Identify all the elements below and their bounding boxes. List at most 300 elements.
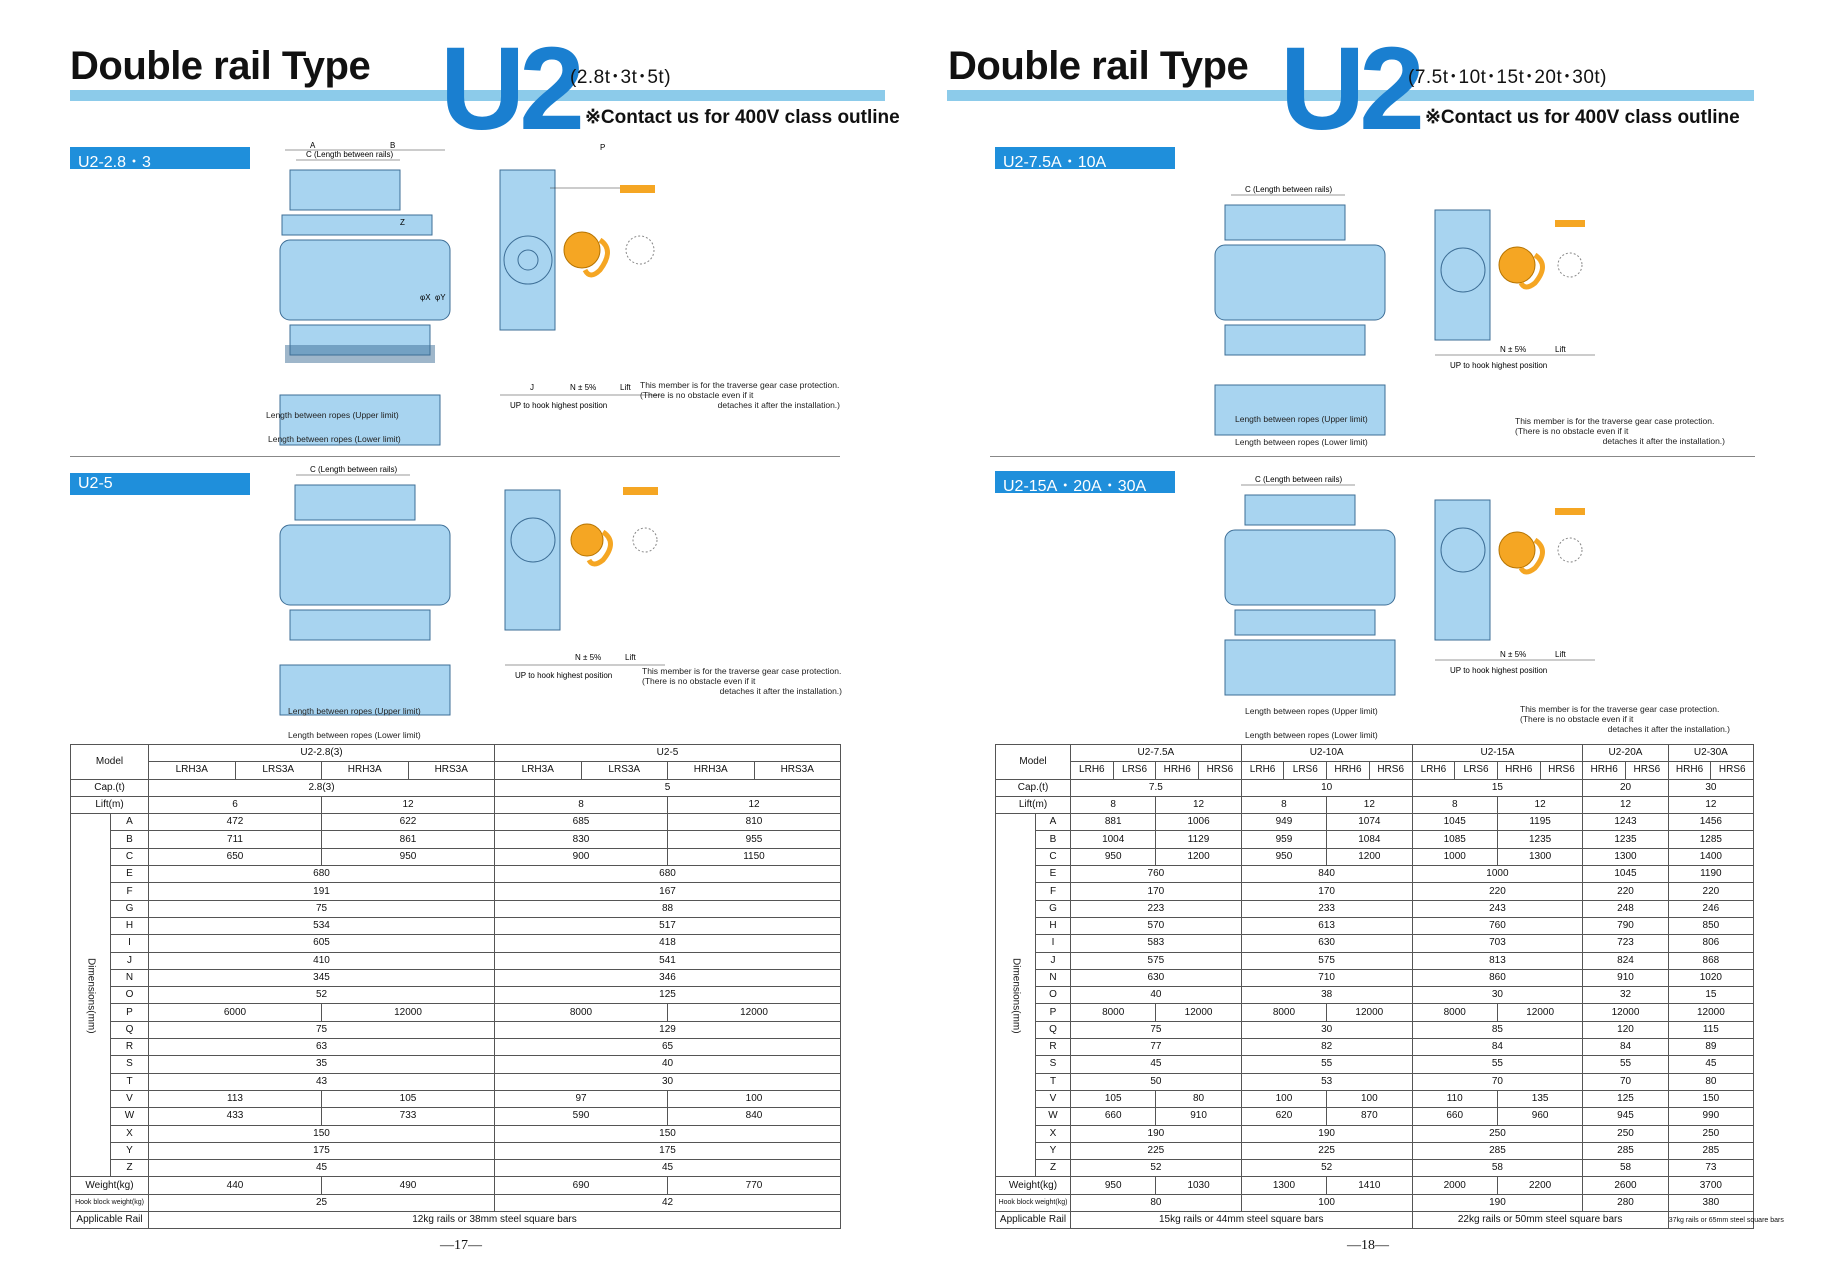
table-cell: U2-10A — [1241, 745, 1412, 762]
table-row — [71, 1004, 841, 1021]
table-cell: 15 — [1668, 987, 1753, 1004]
page-title: Double rail Type — [948, 44, 1249, 88]
table-row — [996, 1004, 1754, 1021]
table-cell: 1020 — [1668, 969, 1753, 986]
table-cell: 55 — [1412, 1056, 1583, 1073]
table-cell: 105 — [1071, 1090, 1156, 1107]
table-row — [996, 1021, 1754, 1038]
table-cell: 1150 — [668, 848, 841, 865]
table-row — [996, 1177, 1754, 1194]
table-cell: F — [111, 883, 149, 900]
table-cell: 248 — [1583, 900, 1668, 917]
table-cell: Y — [1036, 1142, 1071, 1159]
table-cell: Z — [1036, 1160, 1071, 1177]
table-cell: Q — [111, 1021, 149, 1038]
page-title: Double rail Type — [70, 44, 371, 88]
table-cell: 380 — [1668, 1194, 1753, 1211]
table-cell: 1084 — [1327, 831, 1412, 848]
table-row — [996, 952, 1754, 969]
table-row — [71, 1160, 841, 1177]
table-cell: 810 — [668, 814, 841, 831]
table-cell: 113 — [149, 1090, 322, 1107]
table-cell: 960 — [1497, 1108, 1582, 1125]
table-cell: 6000 — [149, 1004, 322, 1021]
table-row — [71, 1194, 841, 1211]
table-cell: 190 — [1071, 1125, 1242, 1142]
table-row — [71, 1142, 841, 1159]
table-cell: 80 — [1668, 1073, 1753, 1090]
table-cell: 860 — [1412, 969, 1583, 986]
table-cell: HRH3A — [668, 762, 755, 779]
table-cell: V — [1036, 1090, 1071, 1107]
table-cell: U2-30A — [1668, 745, 1753, 762]
table-cell: HRS3A — [408, 762, 495, 779]
table-cell: 243 — [1412, 900, 1583, 917]
table-cell: 620 — [1241, 1108, 1326, 1125]
table-cell: 175 — [495, 1142, 841, 1159]
table-cell: 6 — [149, 796, 322, 813]
svg-text:Lift: Lift — [620, 383, 631, 392]
table-cell: 65 — [495, 1039, 841, 1056]
table-cell: 870 — [1327, 1108, 1412, 1125]
table-cell: C — [1036, 848, 1071, 865]
page-number: —17— — [440, 1238, 482, 1253]
table-cell: J — [1036, 952, 1071, 969]
table-cell: X — [111, 1125, 149, 1142]
table-cell: 575 — [1071, 952, 1242, 969]
table-cell: N — [111, 969, 149, 986]
table-cell: 38 — [1241, 987, 1412, 1004]
table-cell: H — [111, 917, 149, 934]
table-row — [996, 779, 1754, 796]
spec-table-right — [995, 744, 1784, 1229]
table-cell: O — [111, 987, 149, 1004]
table-cell: LRH3A — [495, 762, 582, 779]
svg-text:A: A — [310, 141, 316, 150]
table-row — [996, 969, 1754, 986]
table-cell: J — [111, 952, 149, 969]
table-row — [996, 1212, 1754, 1229]
table-row — [71, 814, 841, 831]
table-cell: N — [1036, 969, 1071, 986]
model-series: U2 — [440, 23, 579, 155]
table-cell: Dimensions(mm) — [71, 814, 111, 1177]
table-row — [996, 1160, 1754, 1177]
model-series: U2 — [1280, 23, 1419, 155]
table-cell: 45 — [1668, 1056, 1753, 1073]
table-cell: 150 — [495, 1125, 841, 1142]
table-row — [71, 1177, 841, 1194]
table-cell: Applicable Rail — [996, 1212, 1071, 1229]
table-cell: 1456 — [1668, 814, 1753, 831]
table-cell: 150 — [149, 1125, 495, 1142]
table-cell: 575 — [1241, 952, 1412, 969]
table-cell: 15kg rails or 44mm steel square bars — [1071, 1212, 1413, 1229]
table-cell: Hook block weight(kg) — [71, 1194, 149, 1211]
table-cell: 2.8(3) — [149, 779, 495, 796]
table-row — [996, 1056, 1754, 1073]
table-cell: 1300 — [1497, 848, 1582, 865]
table-cell: 760 — [1071, 866, 1242, 883]
table-cell: 250 — [1412, 1125, 1583, 1142]
divider — [70, 456, 840, 457]
table-cell: 84 — [1412, 1039, 1583, 1056]
table-cell: 55 — [1583, 1056, 1668, 1073]
table-cell: 605 — [149, 935, 495, 952]
table-cell: 410 — [149, 952, 495, 969]
table-cell: 12 — [1583, 796, 1668, 813]
table-cell: 613 — [1241, 917, 1412, 934]
table-row — [71, 1090, 841, 1107]
table-cell: HRH3A — [322, 762, 409, 779]
table-cell: 75 — [149, 1021, 495, 1038]
table-cell: I — [111, 935, 149, 952]
table-cell: HRS3A — [754, 762, 841, 779]
table-cell: 440 — [149, 1177, 322, 1194]
table-cell: R — [111, 1039, 149, 1056]
table-cell: 5 — [495, 779, 841, 796]
table-cell: 1200 — [1327, 848, 1412, 865]
table-cell: S — [111, 1056, 149, 1073]
table-row — [996, 796, 1754, 813]
table-cell: 170 — [1241, 883, 1412, 900]
table-cell: 58 — [1412, 1160, 1583, 1177]
table-row — [996, 866, 1754, 883]
table-cell: 650 — [149, 848, 322, 865]
table-cell: 710 — [1241, 969, 1412, 986]
table-cell: B — [111, 831, 149, 848]
table-cell: 840 — [668, 1108, 841, 1125]
table-cell: 285 — [1583, 1142, 1668, 1159]
member-note: This member is for the traverse gear case protection. (There is no obstacle even if it detaches it after the installation.) — [1515, 416, 1725, 446]
table-cell: 220 — [1583, 883, 1668, 900]
table-cell: 80 — [1156, 1090, 1241, 1107]
table-cell: 1004 — [1071, 831, 1156, 848]
table-cell: LRH6 — [1241, 762, 1284, 779]
table-cell: 8000 — [1241, 1004, 1326, 1021]
table-row — [71, 831, 841, 848]
table-cell: 840 — [1241, 866, 1412, 883]
table-cell: U2-5 — [495, 745, 841, 762]
table-cell: LRH6 — [1412, 762, 1455, 779]
table-cell: 346 — [495, 969, 841, 986]
svg-text:Lift: Lift — [625, 653, 636, 662]
table-row — [71, 987, 841, 1004]
table-cell: 1000 — [1412, 866, 1583, 883]
table-cell: 8 — [1071, 796, 1156, 813]
hoist-top-view-diagram — [270, 140, 450, 450]
table-cell: 990 — [1668, 1108, 1753, 1125]
rope-lower-label: Length between ropes (Lower limit) — [268, 434, 401, 444]
table-cell: 1045 — [1583, 866, 1668, 883]
table-cell: HRS6 — [1711, 762, 1754, 779]
table-cell: 225 — [1071, 1142, 1242, 1159]
table-cell: 58 — [1583, 1160, 1668, 1177]
table-cell: 12 — [1497, 796, 1582, 813]
table-cell: 12 — [1327, 796, 1412, 813]
member-note: This member is for the traverse gear case protection. (There is no obstacle even if it detaches it after the installation.) — [1520, 704, 1730, 734]
table-cell: 2000 — [1412, 1177, 1497, 1194]
table-cell: C — [111, 848, 149, 865]
table-cell: 8000 — [1412, 1004, 1497, 1021]
svg-text:UP to hook highest position: UP to hook highest position — [1450, 361, 1548, 370]
table-row — [71, 1073, 841, 1090]
table-cell: 1085 — [1412, 831, 1497, 848]
table-cell: 680 — [495, 866, 841, 883]
table-cell: LRS6 — [1113, 762, 1156, 779]
table-cell: O — [1036, 987, 1071, 1004]
table-cell: HRS6 — [1369, 762, 1412, 779]
table-cell: 433 — [149, 1108, 322, 1125]
table-cell: 55 — [1241, 1056, 1412, 1073]
table-cell: 1190 — [1668, 866, 1753, 883]
table-cell: 220 — [1668, 883, 1753, 900]
table-cell: 1000 — [1412, 848, 1497, 865]
page-18 — [915, 0, 1830, 1280]
table-cell: 1129 — [1156, 831, 1241, 848]
table-cell: 12000 — [1583, 1004, 1668, 1021]
table-cell: 129 — [495, 1021, 841, 1038]
svg-text:N ± 5%: N ± 5% — [575, 653, 602, 662]
table-cell: 30 — [1668, 779, 1753, 796]
table-cell: W — [1036, 1108, 1071, 1125]
table-cell: 63 — [149, 1039, 495, 1056]
rope-upper-label: Length between ropes (Upper limit) — [1235, 414, 1368, 424]
table-cell: 2200 — [1497, 1177, 1582, 1194]
table-cell: S — [1036, 1056, 1071, 1073]
table-row — [996, 1194, 1754, 1211]
table-cell: LRS6 — [1284, 762, 1327, 779]
table-row — [996, 883, 1754, 900]
table-cell: 1006 — [1156, 814, 1241, 831]
table-row — [71, 883, 841, 900]
table-cell: 37kg rails or 65mm steel square bars — [1668, 1212, 1753, 1229]
page-17 — [0, 0, 915, 1280]
table-cell: U2-20A — [1583, 745, 1668, 762]
table-cell: Z — [111, 1160, 149, 1177]
table-cell: 100 — [1241, 1090, 1326, 1107]
table-cell: X — [1036, 1125, 1071, 1142]
hoist-side-view-diagram — [1425, 180, 1615, 380]
table-row — [996, 1073, 1754, 1090]
table-cell: 8 — [1412, 796, 1497, 813]
table-cell: 583 — [1071, 935, 1242, 952]
table-cell: Model — [71, 745, 149, 780]
table-row — [71, 762, 841, 779]
table-cell: LRH3A — [149, 762, 236, 779]
table-cell: 30 — [495, 1073, 841, 1090]
table-cell: 949 — [1241, 814, 1326, 831]
table-cell: 190 — [1412, 1194, 1583, 1211]
table-cell: 233 — [1241, 900, 1412, 917]
table-cell: 1030 — [1156, 1177, 1241, 1194]
table-cell: G — [111, 900, 149, 917]
table-cell: Dimensions(mm) — [996, 814, 1036, 1177]
section-label: U2-2.8・3 — [70, 147, 250, 169]
table-cell: 50 — [1071, 1073, 1242, 1090]
table-cell: 125 — [1583, 1090, 1668, 1107]
table-cell: 280 — [1583, 1194, 1668, 1211]
table-cell: 190 — [1241, 1125, 1412, 1142]
table-cell: 246 — [1668, 900, 1753, 917]
table-cell: 35 — [149, 1056, 495, 1073]
table-cell: 1074 — [1327, 814, 1412, 831]
table-cell: I — [1036, 935, 1071, 952]
table-cell: 175 — [149, 1142, 495, 1159]
divider — [990, 456, 1755, 457]
svg-text:UP to hook highest position: UP to hook highest position — [1450, 666, 1548, 675]
table-cell: 73 — [1668, 1160, 1753, 1177]
table-cell: 2600 — [1583, 1177, 1668, 1194]
hoist-top-view-diagram — [1215, 470, 1395, 700]
table-cell: 910 — [1583, 969, 1668, 986]
svg-text:C (Length between rails): C (Length between rails) — [310, 465, 398, 474]
table-cell: 15 — [1412, 779, 1583, 796]
svg-text:UP to hook highest position: UP to hook highest position — [515, 671, 613, 680]
table-cell: 12000 — [668, 1004, 841, 1021]
table-cell: 12 — [668, 796, 841, 813]
table-cell: 472 — [149, 814, 322, 831]
table-cell: 1045 — [1412, 814, 1497, 831]
rope-lower-label: Length between ropes (Lower limit) — [1235, 437, 1368, 447]
table-cell: Cap.(t) — [71, 779, 149, 796]
table-cell: 517 — [495, 917, 841, 934]
table-row — [71, 935, 841, 952]
svg-text:Z: Z — [400, 218, 405, 227]
table-cell: Lift(m) — [71, 796, 149, 813]
table-row — [996, 935, 1754, 952]
table-cell: HRS6 — [1626, 762, 1669, 779]
member-note: This member is for the traverse gear case protection. (There is no obstacle even if it detaches it after the installation.) — [642, 666, 842, 696]
table-cell: 45 — [1071, 1056, 1242, 1073]
table-cell: E — [111, 866, 149, 883]
svg-text:P: P — [600, 143, 606, 152]
table-cell: 955 — [668, 831, 841, 848]
table-cell: 850 — [1668, 917, 1753, 934]
table-cell: 945 — [1583, 1108, 1668, 1125]
table-row — [996, 1142, 1754, 1159]
table-cell: LRS3A — [235, 762, 322, 779]
table-cell: 97 — [495, 1090, 668, 1107]
table-cell: 135 — [1497, 1090, 1582, 1107]
table-cell: HRH6 — [1583, 762, 1626, 779]
svg-text:N ± 5%: N ± 5% — [1500, 650, 1527, 659]
table-row — [71, 969, 841, 986]
table-cell: 8000 — [1071, 1004, 1156, 1021]
table-cell: 40 — [495, 1056, 841, 1073]
table-cell: T — [1036, 1073, 1071, 1090]
table-cell: LRS3A — [581, 762, 668, 779]
table-cell: 790 — [1583, 917, 1668, 934]
table-cell: 22kg rails or 50mm steel square bars — [1412, 1212, 1668, 1229]
svg-text:C (Length between rails): C (Length between rails) — [1245, 185, 1333, 194]
table-cell: 1400 — [1668, 848, 1753, 865]
table-row — [71, 1125, 841, 1142]
table-cell: V — [111, 1090, 149, 1107]
table-row — [71, 866, 841, 883]
table-row — [71, 1039, 841, 1056]
hoist-top-view-diagram — [270, 460, 460, 730]
table-cell: HRH6 — [1497, 762, 1540, 779]
table-cell: 150 — [1668, 1090, 1753, 1107]
table-cell: 813 — [1412, 952, 1583, 969]
table-cell: 43 — [149, 1073, 495, 1090]
rope-lower-label: Length between ropes (Lower limit) — [288, 730, 421, 740]
table-cell: 570 — [1071, 917, 1242, 934]
table-cell: 167 — [495, 883, 841, 900]
table-cell: 12 — [1668, 796, 1753, 813]
table-cell: 534 — [149, 917, 495, 934]
table-cell: 285 — [1412, 1142, 1583, 1159]
table-cell: 100 — [1327, 1090, 1412, 1107]
table-cell: 868 — [1668, 952, 1753, 969]
table-row — [996, 848, 1754, 865]
table-row — [996, 1090, 1754, 1107]
table-cell: Applicable Rail — [71, 1212, 149, 1229]
table-cell: 806 — [1668, 935, 1753, 952]
table-cell: 12000 — [322, 1004, 495, 1021]
table-cell: 84 — [1583, 1039, 1668, 1056]
table-cell: 220 — [1412, 883, 1583, 900]
table-cell: HRH6 — [1327, 762, 1370, 779]
contact-note: ※Contact us for 400V class outline — [585, 107, 900, 128]
table-cell: 191 — [149, 883, 495, 900]
table-cell: 32 — [1583, 987, 1668, 1004]
table-cell: 30 — [1241, 1021, 1412, 1038]
table-cell: 12 — [322, 796, 495, 813]
table-cell: 660 — [1412, 1108, 1497, 1125]
table-cell: 630 — [1241, 935, 1412, 952]
table-cell: 115 — [1668, 1021, 1753, 1038]
table-cell: 685 — [495, 814, 668, 831]
table-cell: HRS6 — [1199, 762, 1242, 779]
table-cell: 20 — [1583, 779, 1668, 796]
table-cell: 590 — [495, 1108, 668, 1125]
spec-table-left — [70, 744, 841, 1229]
table-row — [996, 762, 1754, 779]
table-cell: Q — [1036, 1021, 1071, 1038]
table-cell: 100 — [1241, 1194, 1412, 1211]
table-cell: 223 — [1071, 900, 1242, 917]
table-cell: A — [111, 814, 149, 831]
section-label: U2-5 — [70, 473, 250, 495]
table-cell: 52 — [149, 987, 495, 1004]
hoist-side-view-diagram — [490, 140, 690, 410]
table-row — [71, 745, 841, 762]
svg-text:N ± 5%: N ± 5% — [1500, 345, 1527, 354]
table-cell: Lift(m) — [996, 796, 1071, 813]
table-row — [71, 1021, 841, 1038]
table-cell: 950 — [1071, 1177, 1156, 1194]
table-row — [71, 917, 841, 934]
table-row — [71, 1108, 841, 1125]
table-cell: 660 — [1071, 1108, 1156, 1125]
table-row — [71, 779, 841, 796]
table-cell: 12000 — [1497, 1004, 1582, 1021]
table-row — [996, 1108, 1754, 1125]
table-row — [996, 1039, 1754, 1056]
table-cell: 3700 — [1668, 1177, 1753, 1194]
table-cell: 12000 — [1327, 1004, 1412, 1021]
table-row — [71, 848, 841, 865]
table-cell: 250 — [1668, 1125, 1753, 1142]
table-cell: 959 — [1241, 831, 1326, 848]
table-row — [996, 987, 1754, 1004]
svg-text:J: J — [530, 383, 534, 392]
table-row — [996, 917, 1754, 934]
table-cell: HRS6 — [1540, 762, 1583, 779]
table-cell: 950 — [322, 848, 495, 865]
